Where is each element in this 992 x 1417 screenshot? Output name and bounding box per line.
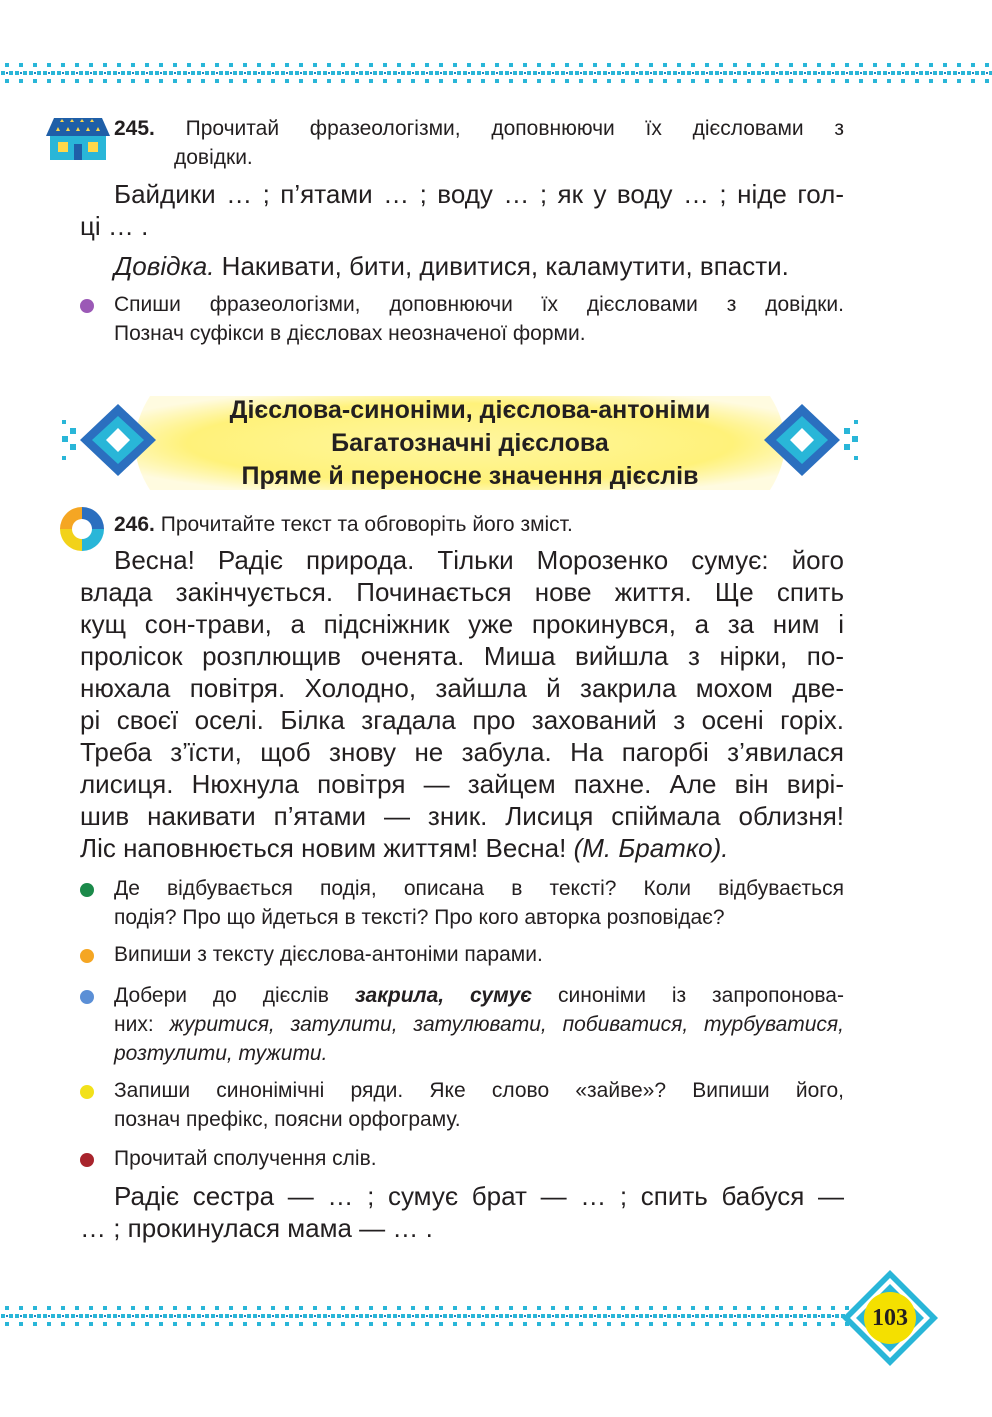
bullet-yellow [80,1085,94,1099]
bullet-blue [80,990,94,1004]
bullet-orange [80,949,94,963]
question-4 [114,1076,844,1134]
phrases-line: Байдики … ; п’ятами … ; воду … ; як у воду … ; ніде гол- [114,179,844,209]
reference-line [114,250,854,282]
story-line: Ліс наповнюється новим життям! Весна! [80,833,574,863]
section-heading [150,394,790,493]
top-ornament-border [0,62,992,84]
heading-line: Багатозначні дієслова [331,429,609,457]
story-line: Треба з’їсти, щоб знову не забула. На пагорбі з’явилася [80,737,844,767]
story-line: нюхала повітря. Холодно, зайшла й закрила мохом две- [80,673,844,703]
page-number: 103 [872,1305,908,1331]
question-5 [114,1144,844,1173]
question-2 [114,940,844,969]
synonym-options: розтулити, тужити. [114,1042,328,1065]
question-3 [114,981,844,1068]
story-line: шив накивати п’ятами — зник. Лисиця спіймала облизня! [80,801,844,831]
exercise-245-bullet [114,290,844,348]
reference-label: Довідка. [114,251,215,281]
bullet-red [80,1153,94,1167]
bullet-green [80,883,94,897]
story-line: пролісок розплющив оченята. Миша вийшла з нірки, по- [80,641,844,671]
task-text: Прочитай фразеологізми, доповнюючи їх дієсловами з [185,117,844,140]
bullet-text: Спиши фразеологізми, доповнюючи їх дієсловами з довідки. [114,293,844,316]
story-text [80,576,844,864]
word-combinations [114,1180,844,1212]
author-citation: (М. Братко). [573,833,729,863]
story-line: Весна! Радіє природа. Тільки Морозенко сумує: його [114,545,844,575]
story-line: рі своєї оселі. Білка згадала про захований з осені горіх. [80,705,844,735]
reference-text: Накивати, бити, дивитися, каламутити, впасти. [214,251,789,281]
ornament-star-icon [60,402,160,478]
exercise-245-phrases-cont [80,210,844,242]
task-text-cont: довідки. [174,146,253,169]
question-text: Випиши з тексту дієслова-антоніми парами. [114,943,543,966]
question-text: Добери до дієслів [114,984,355,1007]
word-combinations-cont [80,1212,844,1244]
question-text: Прочитай сполучення слів. [114,1147,377,1170]
question-text: подія? Про що йдеться в тексті? Про кого авторка розповідає? [114,906,725,929]
question-text: Запиши синонімічні ряди. Яке слово «зайве»? Випиши його, [114,1079,844,1102]
story-first-line [114,544,844,576]
combination-line: … ; прокинулася мама — … . [80,1213,433,1243]
exercise-number: 246. [114,513,155,536]
question-text: познач префікс, поясни орфограму. [114,1108,461,1131]
exercise-246-task [114,510,854,539]
discussion-circle-icon [58,505,106,553]
combination-line: Радіє сестра — … ; сумує брат — … ; спить бабуся — [114,1181,844,1211]
phrases-line: ці … . [80,211,149,241]
story-line: кущ сон-трави, а підсніжник уже прокинувся, а за ним і [80,609,844,639]
heading-line: Пряме й переносне значення дієслів [241,462,699,490]
house-icon [46,114,110,162]
question-text: них: [114,1013,170,1036]
question-text: синоніми із запропонова- [532,984,844,1007]
exercise-245-phrases [114,178,844,210]
story-line: влада закінчується. Починається нове життя. Ще спить [80,577,844,607]
story-line: лисиця. Нюхнула повітря — зайцем пахне. Але він вирі- [80,769,844,799]
heading-line: Дієслова-синоніми, дієслова-антоніми [229,396,711,424]
task-text: Прочитайте текст та обговоріть його зміст. [160,513,573,536]
bottom-ornament-border [0,1305,860,1327]
bullet-purple [80,299,94,313]
question-text: Де відбувається подія, описана в тексті? Коли відбувається [114,877,844,900]
target-verbs: закрила, сумує [354,984,533,1007]
bullet-text: Познач суфікси в дієсловах неозначеної форми. [114,322,586,345]
question-1 [114,874,844,932]
synonym-options: журитися, затулити, затулювати, побиватися, турбуватися, [169,1013,844,1036]
exercise-245-task [114,114,844,172]
exercise-number: 245. [114,117,155,140]
